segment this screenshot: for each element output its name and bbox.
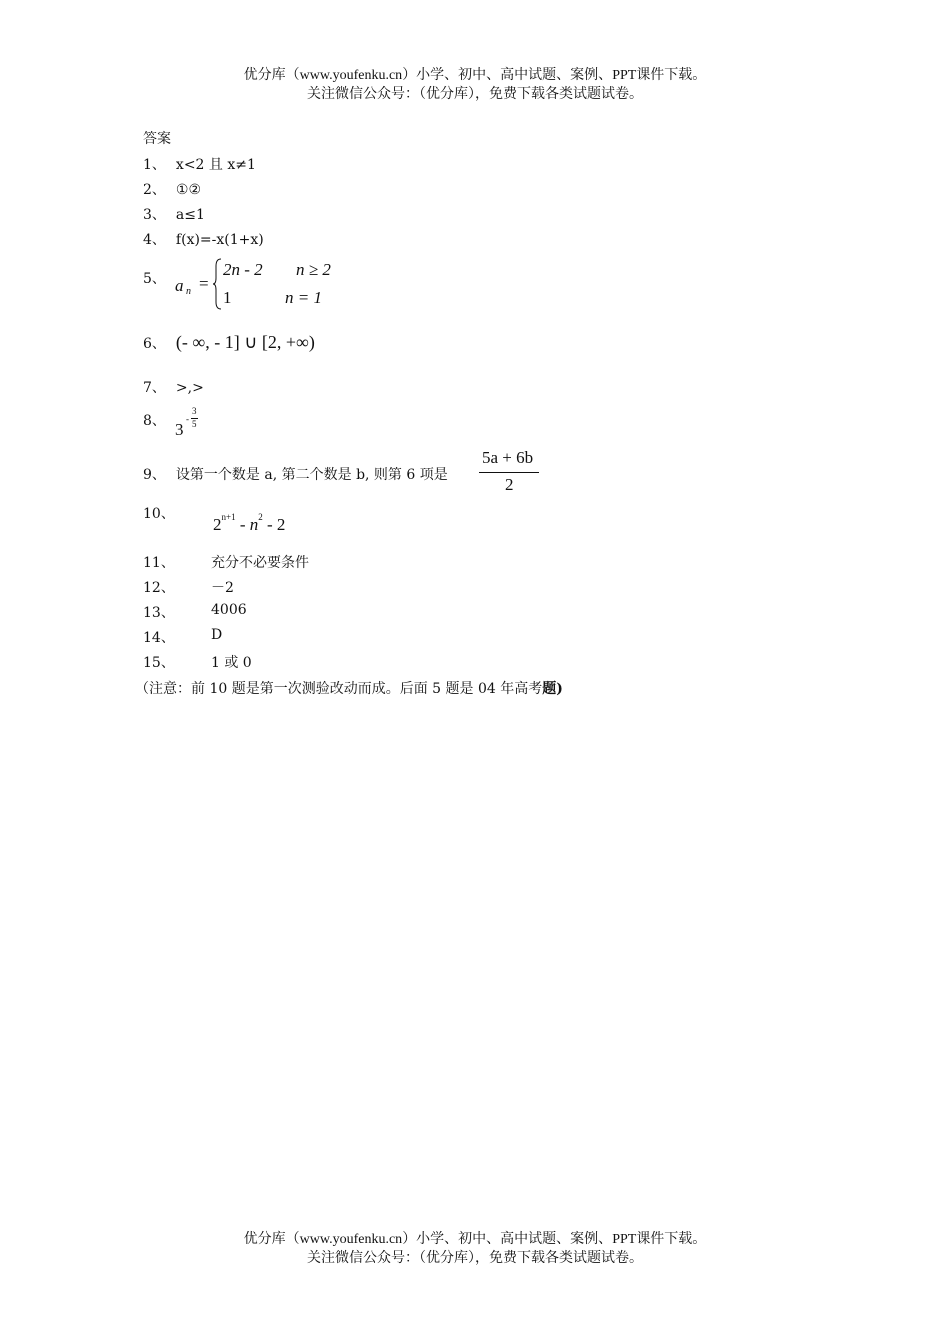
header-line-2: 关注微信公众号：（优分库），免费下载各类试题试卷。 <box>307 86 643 102</box>
answer-15: 15、 1 或 0 <box>143 655 252 671</box>
brace-icon <box>213 258 223 310</box>
page-header <box>0 66 950 104</box>
answer-5: 5、 <box>143 271 166 287</box>
answer-10: 10、 <box>143 506 175 522</box>
footer-line-1: 优分库（www.youfenku.cn）小学、初中、高中试题、案例、PPT课件下载。 <box>243 1231 707 1247</box>
answer-title: 答案 <box>143 131 171 147</box>
power-formula: 3 - 3 5 <box>175 406 197 439</box>
note: （注意：前 10 题是第一次测验改动而成。后面 5 题是 04 年高考题) <box>135 681 563 697</box>
answer-13: 13、 4006 <box>143 602 247 621</box>
page-footer <box>0 1230 950 1268</box>
footer-url: www.youfenku.cn <box>299 1232 403 1247</box>
answer-4: 4、 f(x)=-x(1+x) <box>143 232 264 248</box>
piecewise-formula: a n = 2n - 2 n ≥ 2 1 n = 1 <box>173 256 393 312</box>
footer-line-2: 关注微信公众号：（优分库），免费下载各类试题试卷。 <box>307 1250 643 1266</box>
power-series-formula: $2^{n+1} - n^2 - 2$ <box>213 512 286 534</box>
fraction-formula: 5a + 6b 2 <box>479 448 541 496</box>
header-line-1: 优分库（www.youfenku.cn）小学、初中、高中试题、案例、PPT课件下载。 <box>243 67 707 83</box>
answer-14: 14、 D <box>143 627 223 646</box>
answer-9: 9、 设第一个数是 a, 第二个数是 b, 则第 6 项是 <box>143 467 448 483</box>
header-url: www.youfenku.cn <box>299 68 403 83</box>
answer-1: 1、 x<2 且 x≠1 <box>143 157 256 173</box>
answer-7: 7、 >,> <box>143 380 204 396</box>
answer-8: 8、 <box>143 413 166 429</box>
answer-6: 6、 (- ∞, - 1] ∪ [2, +∞) <box>143 332 315 352</box>
answer-2: 2、 ①② <box>143 182 202 198</box>
answer-3: 3、 a≤1 <box>143 207 205 223</box>
answer-12: 12、 －2 <box>143 580 234 596</box>
answer-11: 11、 充分不必要条件 <box>143 555 309 571</box>
